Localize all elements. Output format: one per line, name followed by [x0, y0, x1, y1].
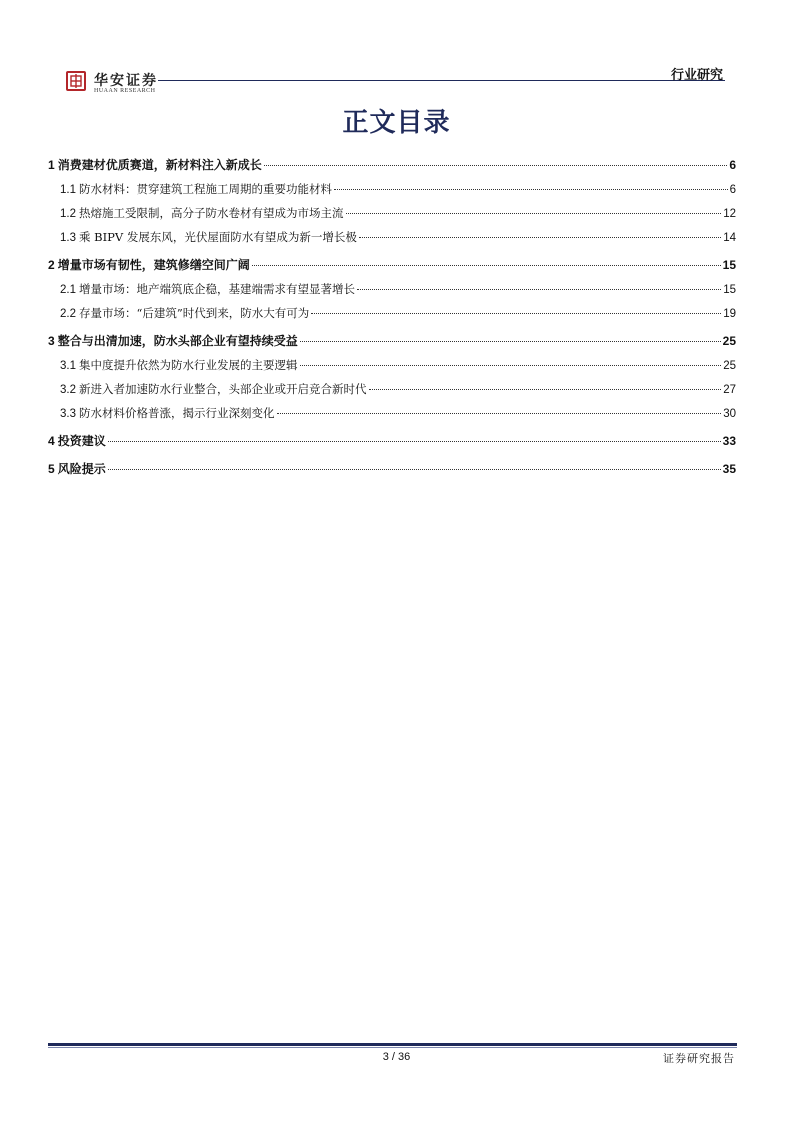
toc-entry-number: 3.2 [60, 384, 76, 396]
toc-entry-title: 整合与出清加速，防水头部企业有望持续受益 [57, 334, 298, 348]
toc-dot-leader [108, 441, 721, 442]
table-of-contents [48, 153, 736, 481]
toc-dot-leader [311, 313, 721, 314]
toc-dot-leader [346, 213, 722, 214]
header-divider [158, 80, 725, 81]
toc-entry-page: 27 [723, 384, 736, 396]
toc-entry[interactable] [48, 301, 736, 325]
toc-entry-page: 25 [722, 334, 736, 348]
toc-entry[interactable] [48, 201, 736, 225]
toc-entry[interactable] [48, 329, 736, 353]
toc-dot-leader [359, 237, 721, 238]
toc-entry[interactable] [48, 225, 736, 249]
toc-entry-number: 3.3 [60, 408, 76, 420]
page-header [48, 58, 725, 100]
toc-entry-number: 1.3 [60, 232, 76, 244]
toc-dot-leader [252, 265, 721, 266]
toc-entry-number: 1.1 [60, 184, 76, 196]
toc-entry-number: 2.1 [60, 284, 76, 296]
toc-entry-title: 投资建议 [57, 434, 106, 448]
toc-entry-title: 乘 BIPV 发展东风，光伏屋面防水有望成为新一增长极 [79, 230, 357, 244]
huaan-logo-icon [66, 71, 86, 91]
toc-entry-page: 33 [722, 434, 736, 448]
toc-entry[interactable] [48, 277, 736, 301]
toc-entry-page: 12 [723, 208, 736, 220]
footer-report-label: 证券研究报告 [663, 1052, 735, 1065]
toc-entry-title: 增量市场有韧性，建筑修缮空间广阔 [57, 258, 250, 272]
toc-entry-title: 集中度提升依然为防水行业发展的主要逻辑 [79, 358, 298, 372]
toc-entry-title: 存量市场：“后建筑”时代到来，防水大有可为 [79, 306, 310, 320]
toc-entry[interactable] [48, 353, 736, 377]
logo-english-name: HUAAN RESEARCH [94, 88, 156, 94]
toc-entry-page: 15 [722, 258, 736, 272]
page-number: 3 / 36 [382, 1051, 411, 1063]
toc-entry-number: 2 [48, 258, 55, 272]
toc-entry-number: 4 [48, 434, 55, 448]
toc-entry-page: 15 [723, 284, 736, 296]
logo-chinese-name: 华安证券 [94, 73, 158, 89]
toc-dot-leader [300, 365, 722, 366]
toc-entry[interactable] [48, 457, 736, 481]
toc-entry-page: 25 [723, 360, 736, 372]
toc-entry-title: 新进入者加速防水行业整合，头部企业或开启竞合新时代 [79, 382, 367, 396]
toc-entry-page: 6 [729, 158, 736, 172]
toc-entry[interactable] [48, 153, 736, 177]
toc-dot-leader [334, 189, 728, 190]
toc-entry-number: 3 [48, 334, 55, 348]
page-title: 正文目录 [342, 108, 451, 138]
report-category: 行业研究 [670, 68, 723, 83]
toc-dot-leader [357, 289, 721, 290]
toc-entry-number: 3.1 [60, 360, 76, 372]
toc-entry-title: 消费建材优质赛道，新材料注入新成长 [57, 158, 262, 172]
toc-entry-title: 防水材料价格普涨，揭示行业深刻变化 [79, 406, 275, 420]
toc-entry-page: 6 [729, 184, 736, 196]
toc-dot-leader [277, 413, 722, 414]
toc-entry[interactable] [48, 401, 736, 425]
footer-divider-thin [48, 1047, 737, 1048]
toc-entry-number: 5 [48, 462, 55, 476]
toc-entry-page: 35 [722, 462, 736, 476]
toc-entry-title: 风险提示 [57, 462, 106, 476]
toc-entry-title: 防水材料：贯穿建筑工程施工周期的重要功能材料 [79, 182, 332, 196]
toc-entry-page: 30 [723, 408, 736, 420]
toc-entry[interactable] [48, 377, 736, 401]
toc-entry-number: 1 [48, 158, 55, 172]
toc-dot-leader [300, 341, 721, 342]
toc-entry-title: 热熔施工受限制，高分子防水卷材有望成为市场主流 [79, 206, 344, 220]
toc-entry-page: 14 [723, 232, 736, 244]
toc-dot-leader [264, 165, 728, 166]
toc-entry[interactable] [48, 177, 736, 201]
footer-divider [48, 1043, 737, 1046]
toc-entry[interactable] [48, 429, 736, 453]
toc-dot-leader [108, 469, 721, 470]
toc-entry-title: 增量市场：地产端筑底企稳，基建端需求有望显著增长 [79, 282, 355, 296]
toc-dot-leader [369, 389, 722, 390]
toc-entry-number: 1.2 [60, 208, 76, 220]
toc-entry-page: 19 [723, 308, 736, 320]
toc-entry[interactable] [48, 253, 736, 277]
toc-entry-number: 2.2 [60, 308, 76, 320]
